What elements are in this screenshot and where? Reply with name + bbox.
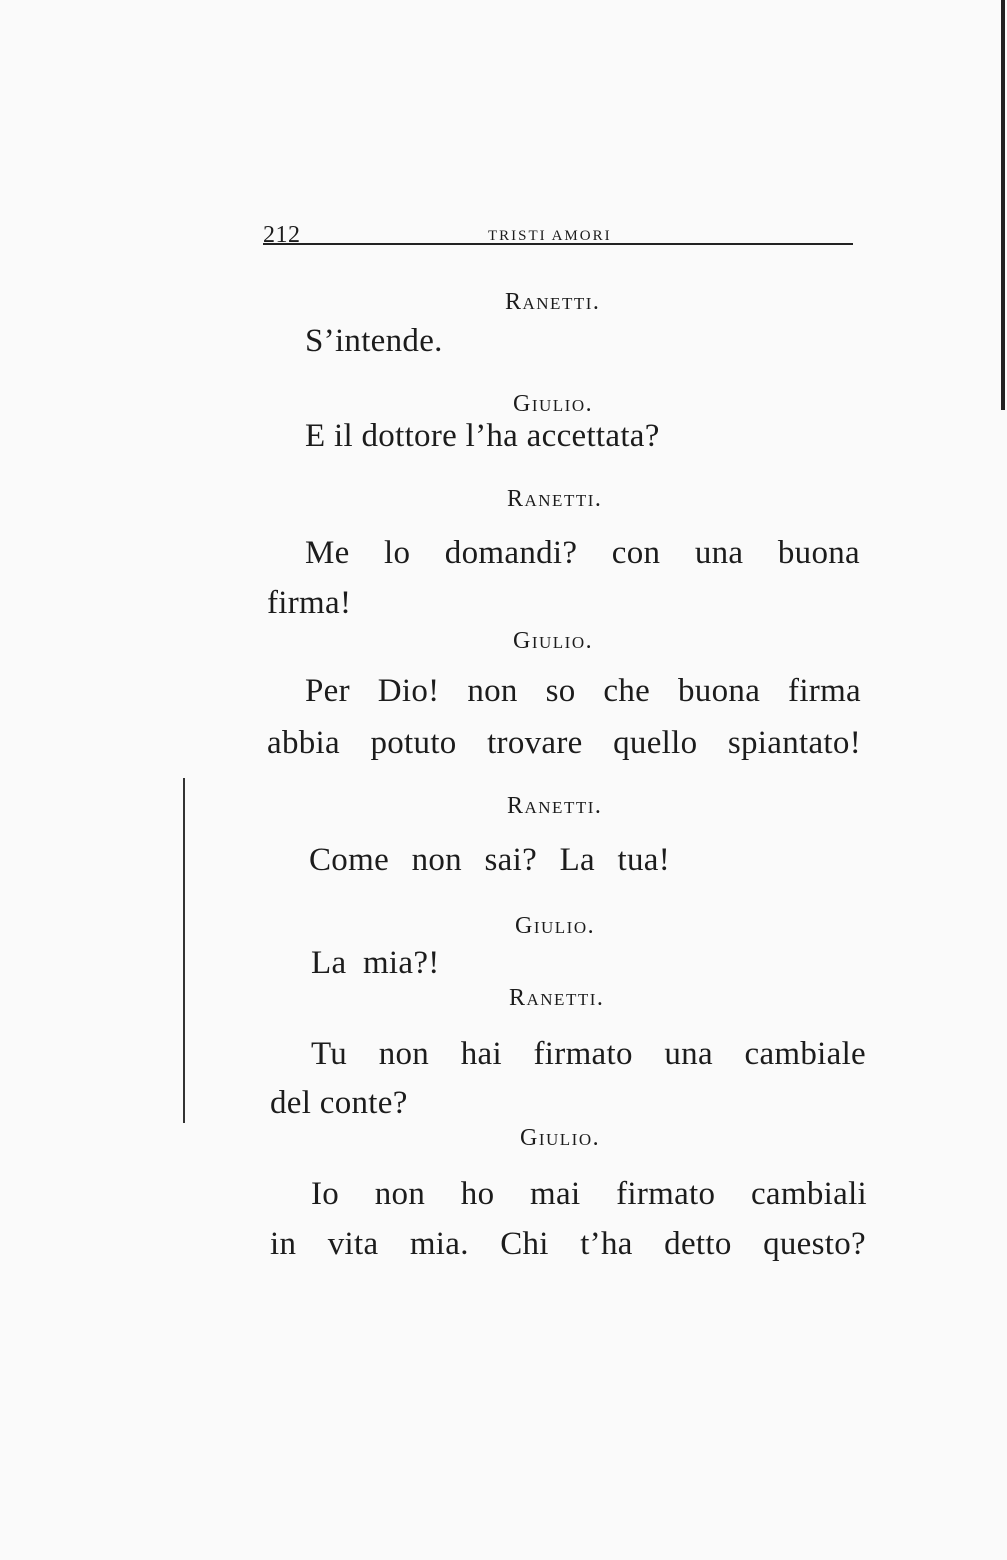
dialogue-line: E il dottore l’ha accettata? (305, 418, 660, 454)
speaker-name: Ranetti. (505, 289, 601, 315)
speaker-name: Giulio. (520, 1125, 601, 1151)
speaker-name: Giulio. (513, 628, 594, 654)
running-title: TRISTI AMORI (488, 228, 612, 244)
dialogue-line: in vita mia. Chi t’ha detto questo? (270, 1226, 866, 1262)
dialogue-line: firma! (267, 585, 352, 621)
margin-bracket-mark (183, 778, 189, 1123)
speaker-name: Giulio. (513, 391, 594, 417)
dialogue-line: Come non sai? La tua! (309, 842, 671, 878)
dialogue-line: Io non ho mai firmato cambiali (311, 1176, 867, 1212)
speaker-name: Ranetti. (507, 486, 603, 512)
dialogue-line: Per Dio! non so che buona firma (305, 673, 861, 709)
dialogue-line: Tu non hai firmato una cambiale (311, 1036, 866, 1072)
page-number: 212 (263, 222, 301, 248)
header-rule (263, 243, 853, 245)
speaker-name: Ranetti. (509, 985, 605, 1011)
dialogue-line: Me lo domandi? con una buona (305, 535, 860, 571)
page-header (263, 222, 853, 250)
page-edge-shadow (1001, 0, 1005, 410)
speaker-name: Ranetti. (507, 793, 603, 819)
dialogue-line: del conte? (270, 1085, 408, 1121)
dialogue-line: abbia potuto trovare quello spiantato! (267, 725, 861, 761)
speaker-name: Giulio. (515, 913, 596, 939)
dialogue-line: S’intende. (305, 323, 443, 359)
dialogue-line: La mia?! (311, 945, 440, 981)
